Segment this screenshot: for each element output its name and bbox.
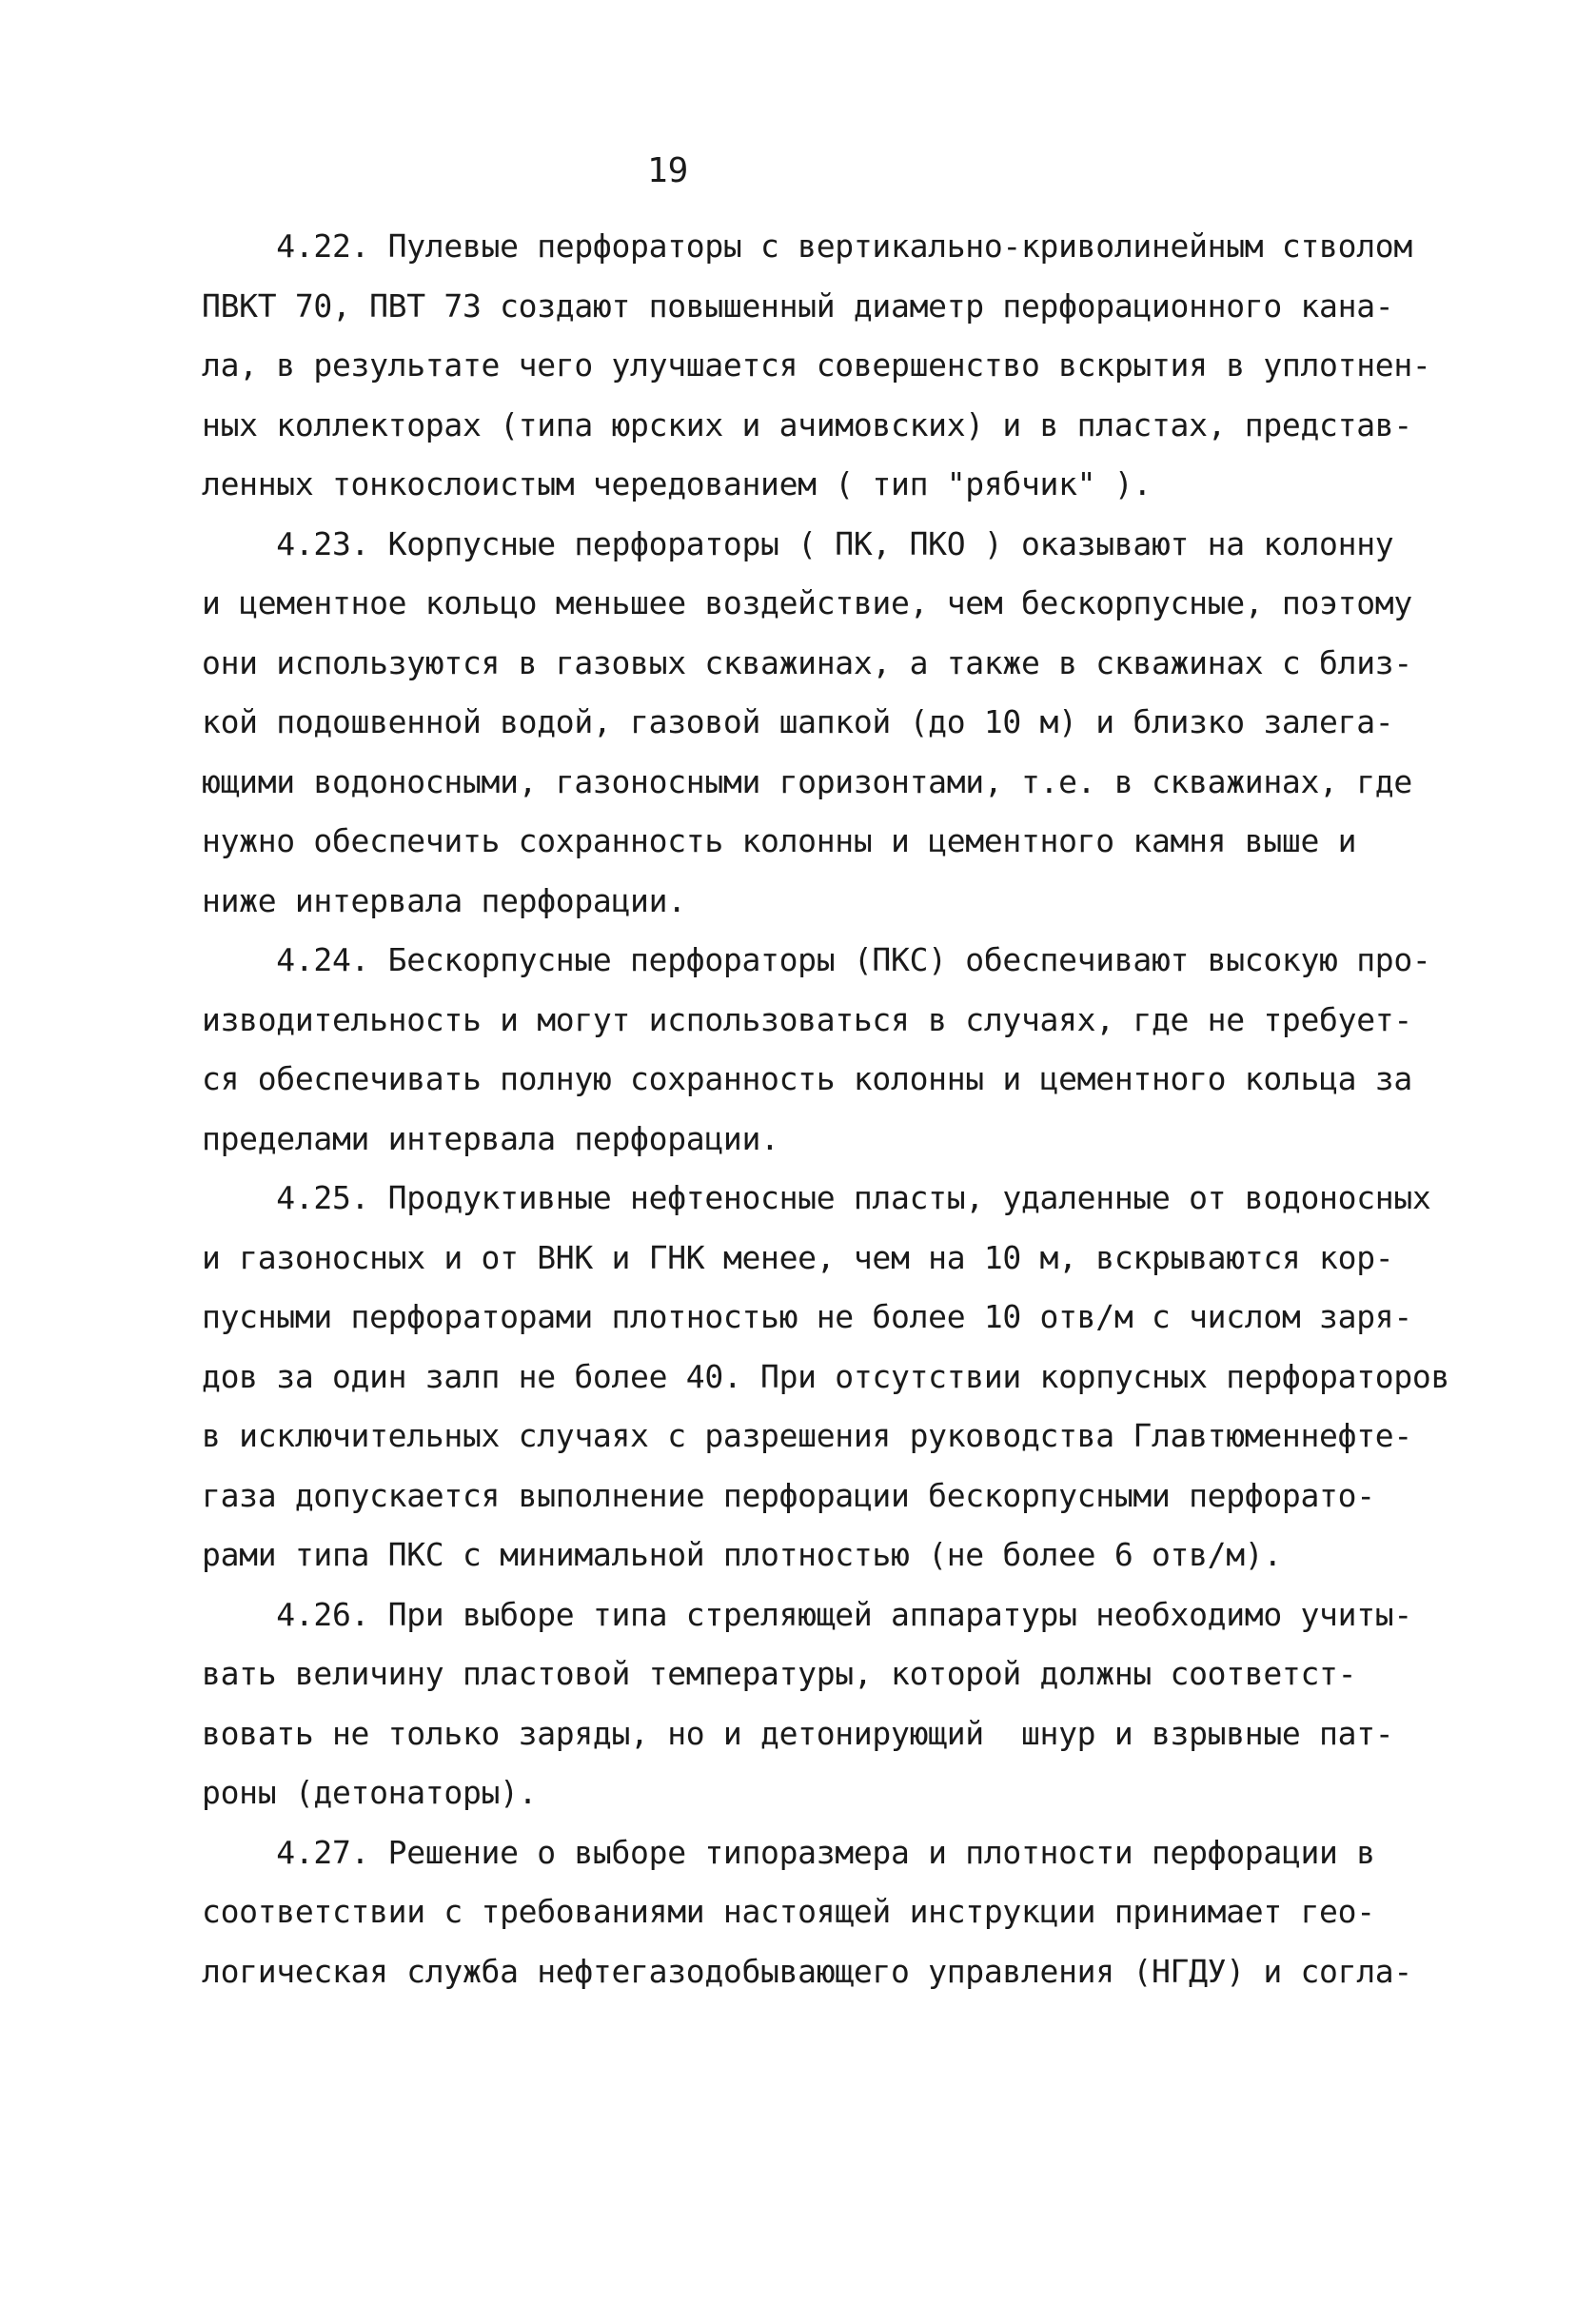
text-line: соответствии с требованиями настоящей инструкции принимает гео- — [202, 1893, 1375, 1930]
text-line: вать величину пластовой температуры, которой должны соответст- — [202, 1655, 1357, 1692]
text-line: 4.23. Корпусные перфораторы ( ПК, ПКО ) оказывают на колонну — [202, 524, 1394, 562]
page-number: 19 — [647, 151, 689, 190]
text-line: пусными перфораторами плотностью не более 10 отв/м с числом заря- — [202, 1298, 1412, 1335]
text-line: логическая служба нефтегазодобывающего управления (НГДУ) и согла- — [202, 1952, 1412, 1990]
text-line: рами типа ПКС с минимальной плотностью (не более 6 отв/м). — [202, 1536, 1282, 1573]
text-line: кой подошвенной водой, газовой шапкой (до 10 м) и близко залега- — [202, 703, 1394, 740]
text-line: ПВКТ 70, ПВТ 73 создают повышенный диаметр перфорационного кана- — [202, 286, 1394, 325]
text-line: 4.24. Бескорпусные перфораторы (ПКС) обеспечивают высокую про- — [202, 941, 1431, 978]
text-line: они используются в газовых скважинах, а также в скважинах с близ- — [202, 643, 1412, 681]
text-line: дов за один залп не более 40. При отсутствии корпусных перфораторов — [202, 1357, 1450, 1395]
text-line: ла, в результате чего улучшается совершенство вскрытия в уплотнен- — [202, 346, 1431, 384]
text-line: газа допускается выполнение перфорации бескорпусными перфорато- — [202, 1476, 1375, 1514]
text-line: изводительность и могут использоваться в случаях, где не требует- — [202, 1000, 1412, 1038]
text-line: ниже интервала перфорации. — [202, 881, 686, 919]
text-line: ющими водоносными, газоносными горизонтами, т.е. в скважинах, где — [202, 762, 1412, 800]
text-line: 4.25. Продуктивные нефтеносные пласты, удаленные от водоносных — [202, 1179, 1431, 1216]
text-line: пределами интервала перфорации. — [202, 1119, 779, 1157]
text-line: ных коллекторах (типа юрских и ачимовских) и в пластах, представ- — [202, 405, 1412, 443]
body-text — [202, 217, 1450, 2001]
text-line: в исключительных случаях с разрешения руководства Главтюменнефте- — [202, 1417, 1412, 1454]
text-line: и цементное кольцо меньшее воздействие, чем бескорпусные, поэтому — [202, 584, 1412, 621]
text-line: вовать не только заряды, но и детонирующий шнур и взрывные пат- — [202, 1714, 1394, 1752]
text-line: роны (детонаторы). — [202, 1774, 538, 1811]
text-line: ленных тонкослоистым чередованием ( тип "рябчик" ). — [202, 465, 1152, 502]
text-line: 4.22. Пулевые перфораторы с вертикально-криволинейным стволом — [202, 227, 1412, 265]
text-line: ся обеспечивать полную сохранность колонны и цементного кольца за — [202, 1060, 1412, 1097]
text-line: 4.27. Решение о выборе типоразмера и плотности перфорации в — [202, 1833, 1375, 1871]
text-line: и газоносных и от ВНК и ГНК менее, чем на 10 м, вскрываются кор- — [202, 1238, 1394, 1276]
text-line: 4.26. При выборе типа стреляющей аппаратуры необходимо учиты- — [202, 1595, 1412, 1633]
text-line: нужно обеспечить сохранность колонны и цементного камня выше и — [202, 822, 1357, 859]
